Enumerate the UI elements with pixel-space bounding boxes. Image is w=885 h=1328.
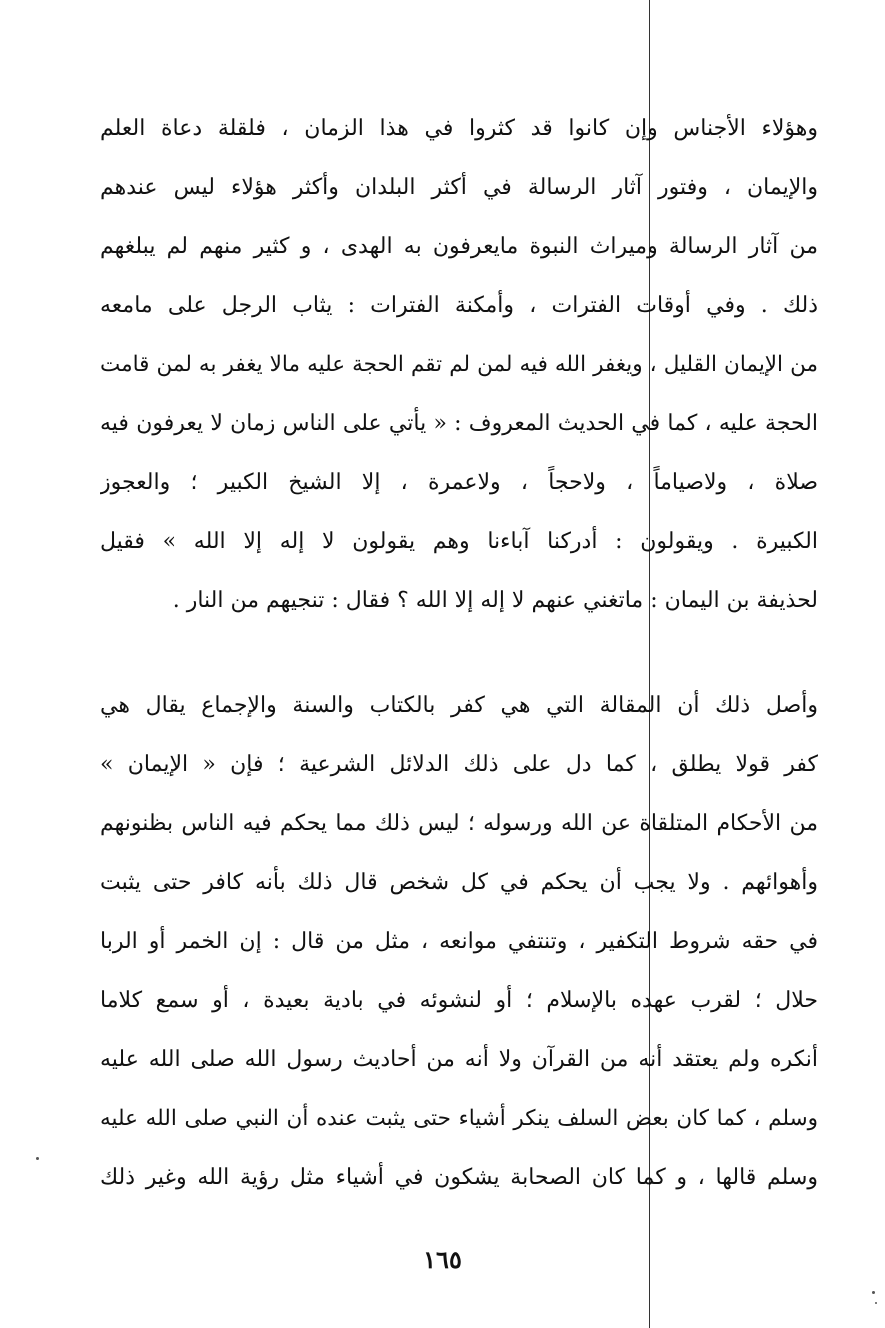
text-line: كفر قولا يطلق ، كما دل على ذلك الدلائل الشرعية ؛ فإن « الإيمان » [100,752,818,777]
text-line: وسلم قالها ، و كما كان الصحابة يشكون في أشياء مثل رؤية الله وغير ذلك [100,1165,818,1190]
text-line: صلاة ، ولاصياماً ، ولاحجاً ، ولاعمرة ، إلا الشيخ الكبير ؛ والعجوز [100,470,818,495]
text-line: وأصل ذلك أن المقالة التي هي كفر بالكتاب والسنة والإجماع يقال هي [100,693,818,718]
text-line: وأهوائهم . ولا يجب أن يحكم في كل شخص قال ذلك بأنه كافر حتى يثبت [100,870,818,895]
scan-speck [875,1302,877,1304]
text-line: ذلك . وفي أوقات الفترات ، وأمكنة الفترات : يثاب الرجل على مامعه [100,293,818,318]
text-line: والإيمان ، وفتور آثار الرسالة في أكثر البلدان وأكثر هؤلاء ليس عندهم [100,175,818,200]
scan-speck [36,1157,39,1160]
paragraph-1 [100,99,818,630]
paragraph-2 [100,676,818,1207]
text-line: وسلم ، كما كان بعض السلف ينكر أشياء حتى يثبت عنده أن النبي صلى الله عليه [100,1106,818,1131]
text-line: من الإيمان القليل ، ويغفر الله فيه لمن لم تقم الحجة عليه مالا يغفر به لمن قامت [100,352,818,377]
text-line: من الأحكام المتلقاة عن الله ورسوله ؛ ليس ذلك مما يحكم فيه الناس بظنونهم [100,811,818,836]
text-line: الكبيرة . ويقولون : أدركنا آباءنا وهم يقولون لا إله إلا الله » فقيل [100,529,818,554]
text-line: أنكره ولم يعتقد أنه من القرآن ولا أنه من أحاديث رسول الله صلى الله عليه [100,1047,818,1072]
text-line: لحذيفة بن اليمان : ماتغني عنهم لا إله إلا الله ؟ فقال : تنجيهم من النار . [172,588,818,613]
text-line: الحجة عليه ، كما في الحديث المعروف : « يأتي على الناس زمان لا يعرفون فيه [100,411,818,436]
page-number: ١٦٥ [423,1245,462,1274]
text-line: في حقه شروط التكفير ، وتنتفي موانعه ، مثل من قال : إن الخمر أو الربا [100,929,818,954]
text-line: حلال ؛ لقرب عهده بالإسلام ؛ أو لنشوئه في بادية بعيدة ، أو سمع كلاما [100,988,818,1013]
text-line: وهؤلاء الأجناس وإن كانوا قد كثروا في هذا الزمان ، فلقلة دعاة العلم [100,116,818,141]
scan-speck [872,1291,875,1294]
text-line: من آثار الرسالة وميراث النبوة مايعرفون به الهدى ، و كثير منهم لم يبلغهم [100,234,818,259]
